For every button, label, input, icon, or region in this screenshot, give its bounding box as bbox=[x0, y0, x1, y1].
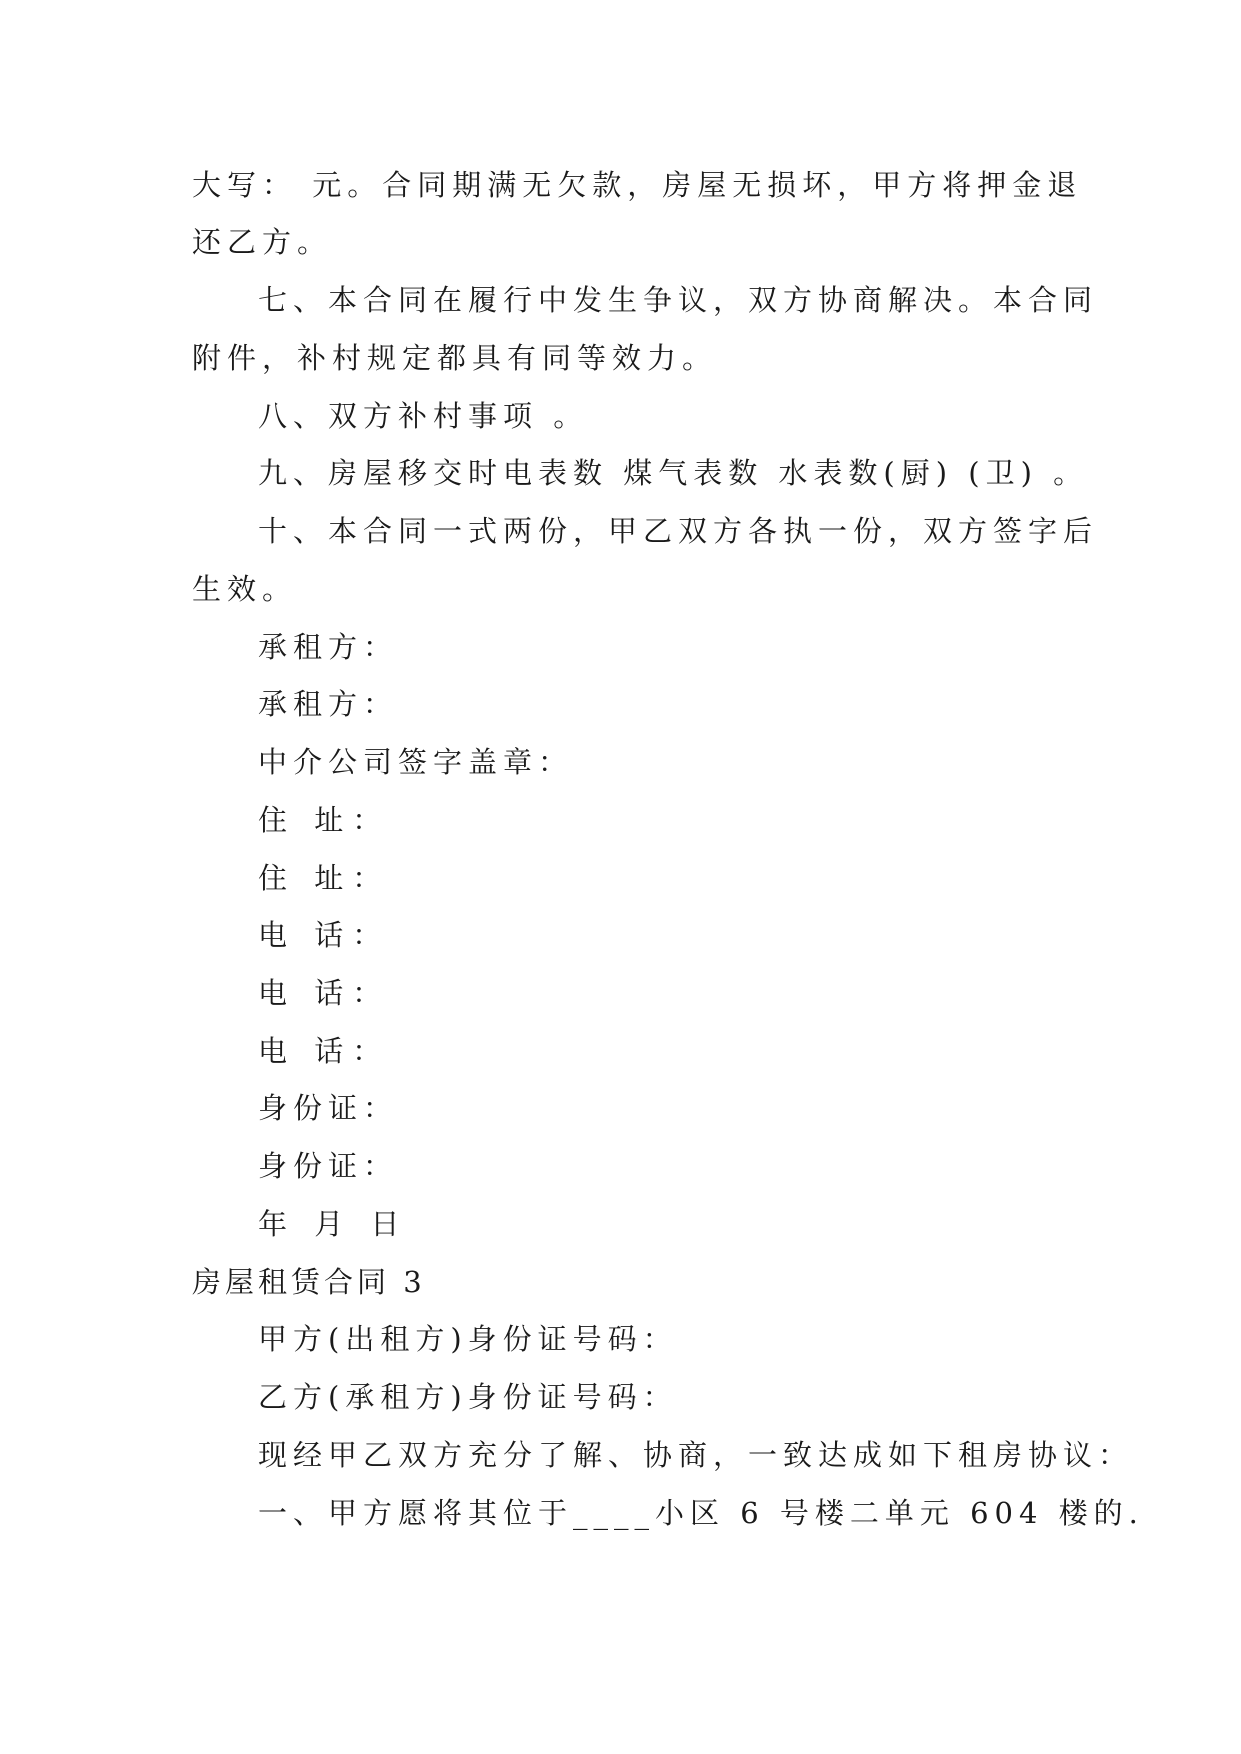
signature-lessee-2: 承租方： bbox=[258, 687, 399, 721]
clause-7-line-1: 七、本合同在履行中发生争议，双方协商解决。本合同 bbox=[258, 283, 1099, 317]
date-field: 年 月 日 bbox=[258, 1207, 409, 1241]
signature-agency-seal: 中介公司签字盖章： bbox=[258, 745, 574, 779]
address-field-1: 住 址： bbox=[258, 803, 391, 837]
id-card-field-1: 身份证： bbox=[258, 1091, 399, 1125]
paragraph-line-deposit-return: 还乙方。 bbox=[192, 225, 333, 259]
agreement-intro: 现经甲乙双方充分了解、协商，一致达成如下租房协议： bbox=[258, 1438, 1134, 1472]
address-field-2: 住 址： bbox=[258, 861, 391, 895]
id-card-field-2: 身份证： bbox=[258, 1149, 399, 1183]
party-a-id: 甲方(出租方)身份证号码： bbox=[258, 1322, 678, 1356]
phone-field-1: 电 话： bbox=[258, 918, 391, 952]
clause-10-line-1: 十、本合同一式两份，甲乙双方各执一份，双方签字后 bbox=[258, 514, 1099, 548]
party-b-id: 乙方(承租方)身份证号码： bbox=[258, 1380, 678, 1414]
clause-10-line-2: 生效。 bbox=[192, 572, 298, 606]
paragraph-line-deposit-amount: 大写： 元。合同期满无欠款，房屋无损坏，甲方将押金退 bbox=[192, 168, 1083, 202]
clause-9: 九、房屋移交时电表数 煤气表数 水表数(厨) (卫) 。 bbox=[258, 456, 1089, 490]
phone-field-3: 电 话： bbox=[258, 1034, 391, 1068]
clause-8: 八、双方补村事项 。 bbox=[258, 399, 589, 433]
section-title: 房屋租赁合同 3 bbox=[192, 1265, 426, 1299]
clause-1-start: 一、甲方愿将其位于____小区 6 号楼二单元 604 楼的. bbox=[258, 1496, 1144, 1530]
phone-field-2: 电 话： bbox=[258, 976, 391, 1010]
clause-7-line-2: 附件，补村规定都具有同等效力。 bbox=[192, 341, 718, 375]
signature-lessee-1: 承租方： bbox=[258, 630, 399, 664]
